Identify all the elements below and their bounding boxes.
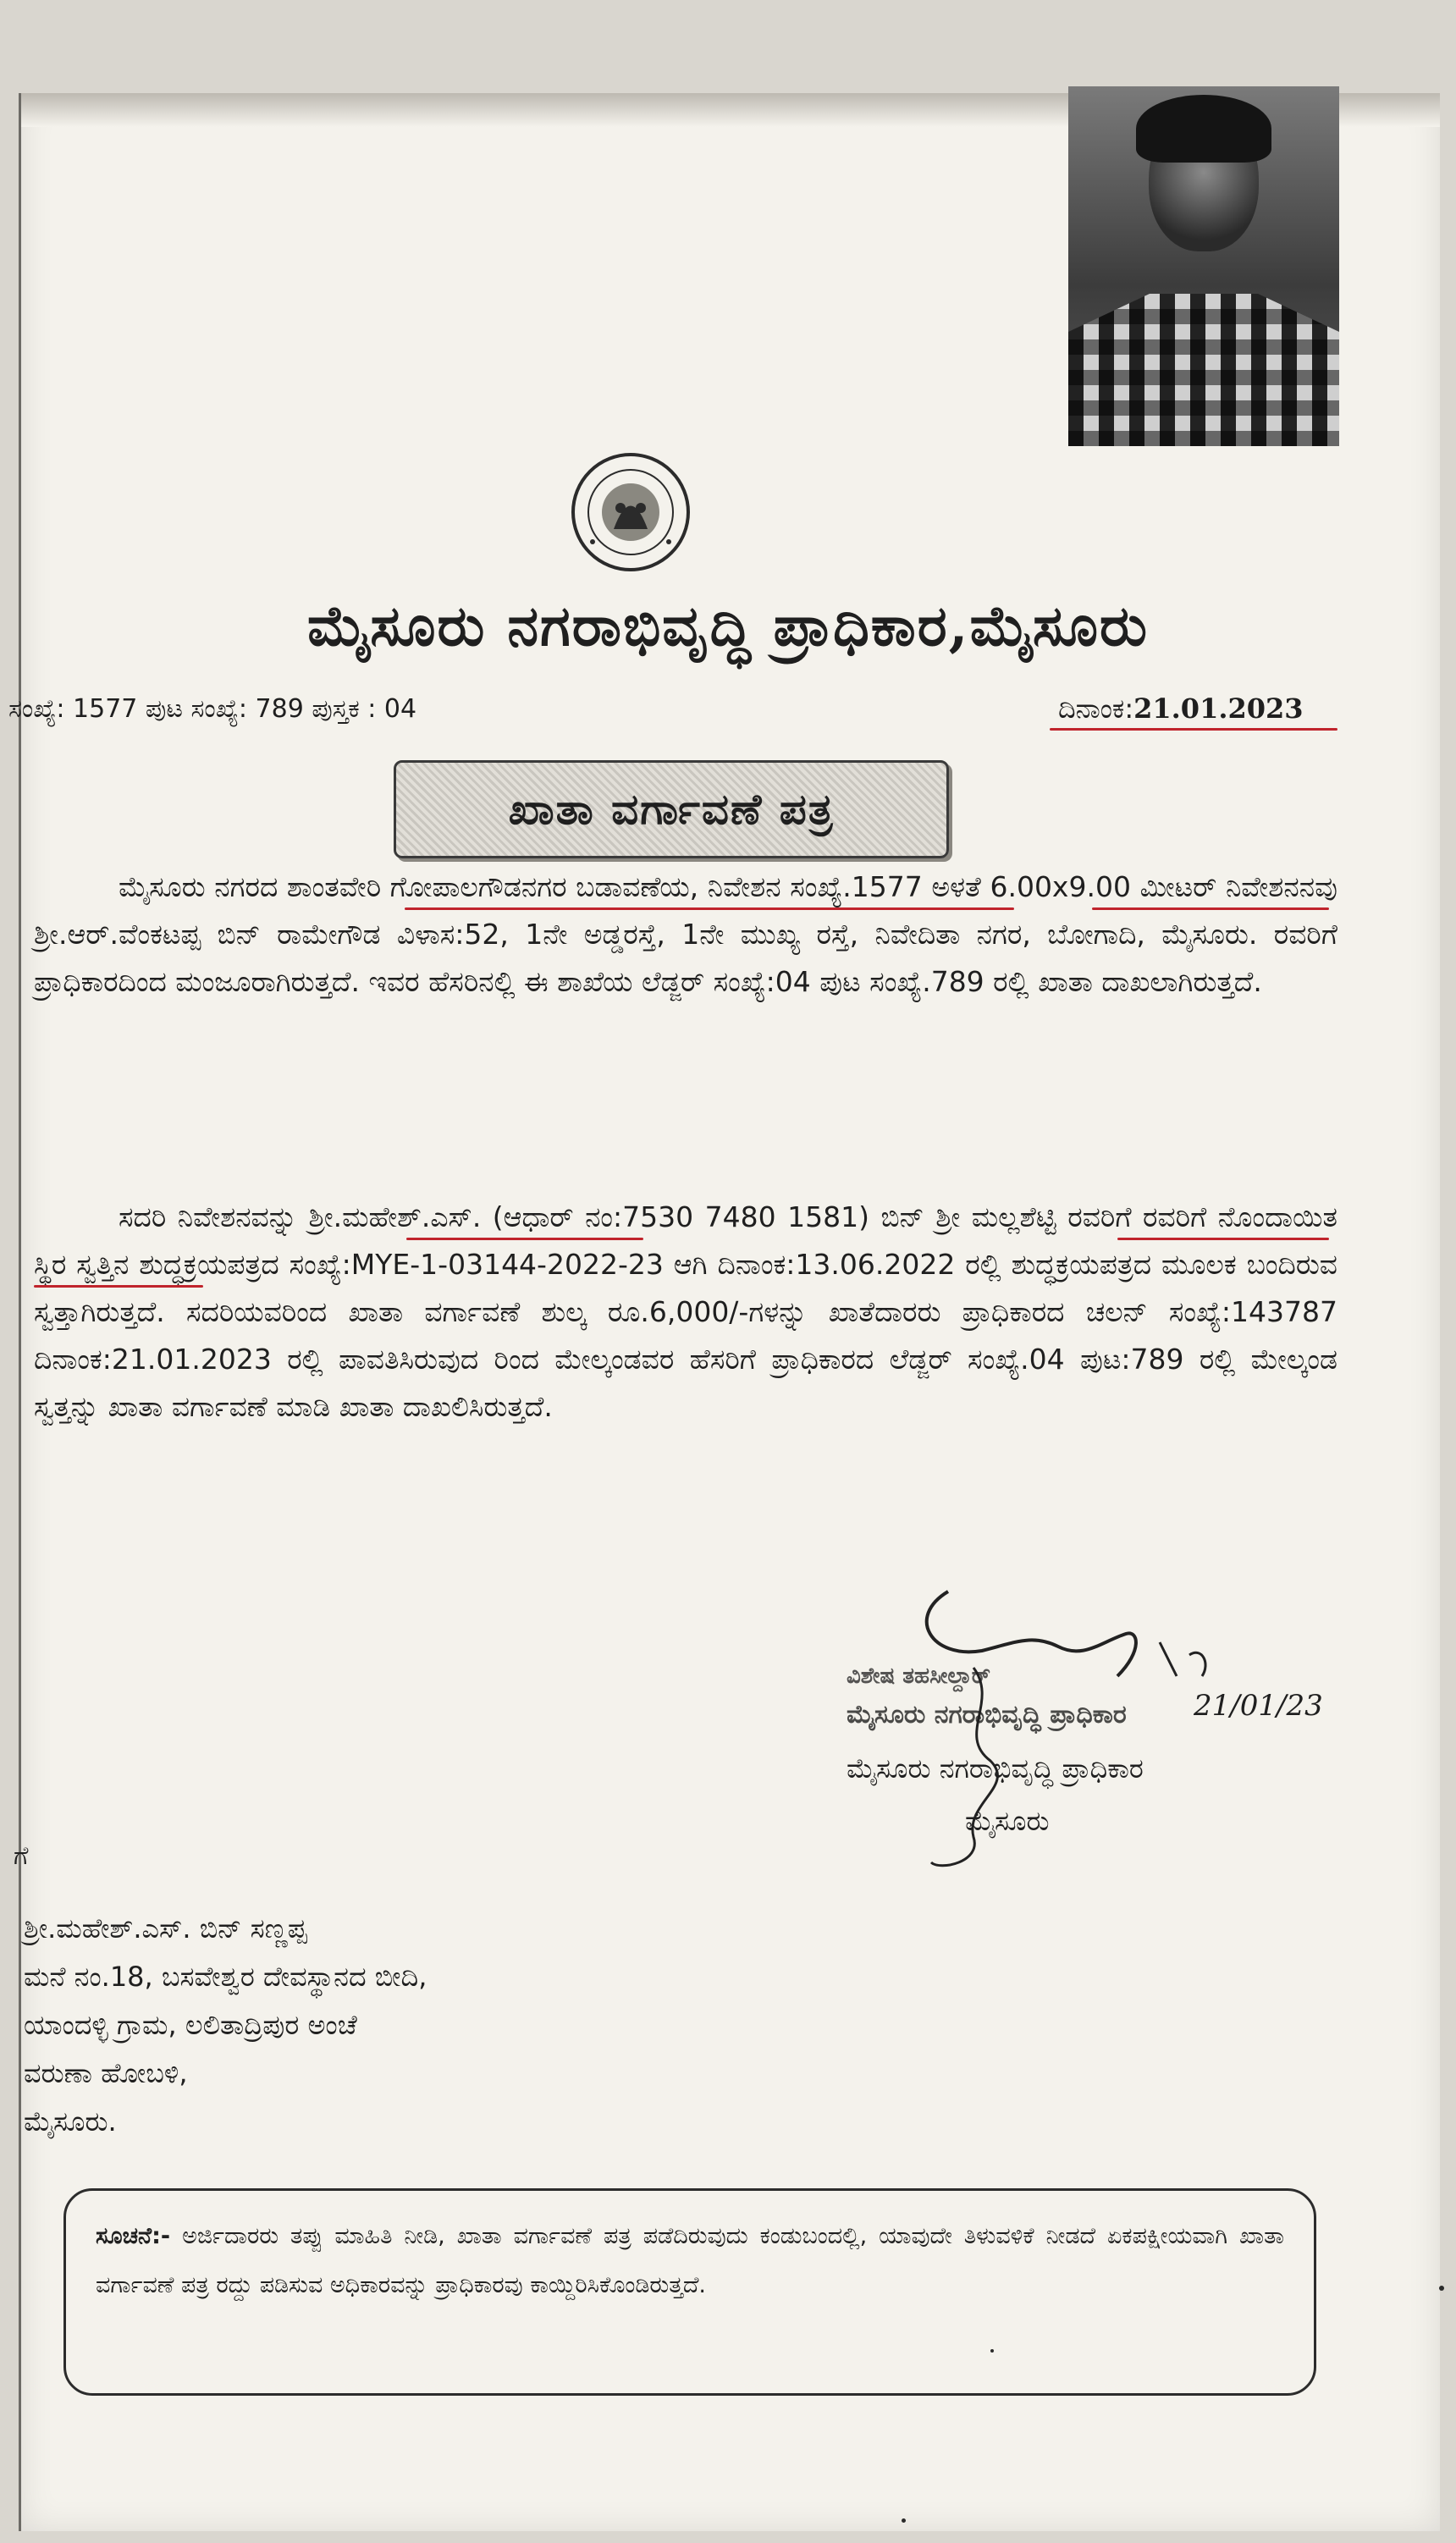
notice-label: ಸೂಚನೆ:- (96, 2223, 171, 2249)
recipient-line: ಮನೆ ನಂ.18, ಬಸವೇಶ್ವರ ದೇವಸ್ಥಾನದ ಬೀದಿ, (24, 1961, 427, 1993)
location-underline (405, 907, 1014, 910)
photo-shirt (1068, 294, 1339, 446)
subject-box (394, 760, 949, 858)
issue-date (1058, 692, 1304, 725)
applicant-photo (1068, 86, 1339, 446)
father-name-underline (1117, 1238, 1329, 1240)
scan-speck (902, 2518, 906, 2523)
scan-speck (990, 2349, 994, 2353)
addressee-label: ಗೆ (14, 1841, 29, 1871)
recipient-line: ಯಾಂದಳ್ಳಿ ಗ್ರಾಮ, ಲಲಿತಾದ್ರಿಪುರ ಅಂಚೆ (24, 2009, 357, 2041)
reference-numbers: ಸಂಖ್ಯೆ: 1577 ಪುಟ ಸಂಖ್ಯೆ: 789 ಪುಸ್ತಕ : 04 (8, 694, 417, 724)
issue-date-label: ದಿನಾಂಕ: (1058, 692, 1134, 725)
issue-date-value: 21.01.2023 (1133, 692, 1304, 725)
body-paragraph-1: ಮೈಸೂರು ನಗರದ ಶಾಂತವೇರಿ ಗೋಪಾಲಗೌಡನಗರ ಬಡಾವಣೆಯ, ನಿವೇಶನ ಸಂಖ್ಯೆ.1577 ಅಳತೆ 6.00x9.00 ಮೀಟರ್ ನಿವೇಶನನವು ಶ್ರೀ.ಆರ್.ವೆಂಕಟಪ್ಪ ಬಿನ್ ರಾಮೇಗೌಡ ವಿಳಾಸ:52, 1ನೇ ಅಡ್ಡರಸ್ತೆ, 1ನೇ ಮುಖ್ಯ ರಸ್ತೆ, ನಿವೇದಿತಾ ನಗರ, ಬೋಗಾದಿ, ಮೈಸೂರು. ರವರಿಗೆ ಪ್ರಾಧಿಕಾರದಿಂದ ಮಂಜೂರಾಗಿರುತ್ತದೆ. ಇವರ ಹೆಸರಿನಲ್ಲಿ ಈ ಶಾಖೆಯ ಲೆಡ್ಜರ್ ಸಂಖ್ಯೆ:04 ಪುಟ ಸಂಖ್ಯೆ.789 ರಲ್ಲಿ ಖಾತಾ ದಾಖಲಾಗಿರುತ್ತದೆ. (34, 870, 1337, 998)
handwritten-signature (804, 1583, 1329, 1888)
buyer-name-underline (406, 1238, 643, 1240)
government-emblem-icon (567, 449, 694, 576)
father-name-underline-2 (34, 1285, 203, 1288)
stamp-designation: ವಿಶೇಷ ತಹಸೀಲ್ದಾರ್ (847, 1663, 990, 1689)
signature-block (804, 1583, 1329, 1888)
signatory-city: ಮೈಸೂರು (965, 1805, 1050, 1837)
date-underline (1050, 728, 1337, 731)
notice-text: ಅರ್ಜಿದಾರರು ತಪ್ಪು ಮಾಹಿತಿ ನೀಡಿ, ಖಾತಾ ವರ್ಗಾವಣೆ ಪತ್ರ ಪಡೆದಿರುವುದು ಕಂಡುಬಂದಲ್ಲಿ, ಯಾವುದೇ ತಿಳುವಳಿಕೆ ನೀಡದೆ ಏಕಪಕ್ಷೀಯವಾಗಿ ಖಾತಾ ವರ್ಗಾವಣೆ ಪತ್ರ ರದ್ದು ಪಡಿಸುವ ಅಧಿಕಾರವನ್ನು ಪ್ರಾಧಿಕಾರವು ಕಾಯ್ದಿರಿಸಿಕೊಂಡಿರುತ್ತದೆ. (96, 2223, 1284, 2298)
recipient-line: ಶ್ರೀ.ಮಹೇಶ್.ಎಸ್. ಬಿನ್ ಸಣ್ಣಪ್ಪ (24, 1912, 307, 1944)
site-number-underline (1092, 907, 1329, 910)
scan-speck (1439, 2286, 1444, 2291)
notice-box (63, 2188, 1316, 2396)
stamp-organization: ಮೈಸೂರು ನಗರಾಭಿವೃದ್ಧಿ ಪ್ರಾಧಿಕಾರ (847, 1700, 1127, 1729)
recipient-line: ಮೈಸೂರು. (24, 2105, 117, 2138)
photo-hair (1136, 95, 1271, 163)
signatory-organization: ಮೈಸೂರು ನಗರಾಭಿವೃದ್ಧಿ ಪ್ರಾಧಿಕಾರ (847, 1752, 1144, 1785)
recipient-address (24, 1905, 427, 2146)
body-paragraph-2: ಸದರಿ ನಿವೇಶನವನ್ನು ಶ್ರೀ.ಮಹೇಶ್.ಎಸ್. (ಆಧಾರ್ ನಂ:7530 7480 1581) ಬಿನ್ ಶ್ರೀ ಮಲ್ಲಶೆಟ್ಟಿ ರವರಿಗೆ ರವರಿಗೆ ನೊಂದಾಯಿತ ಸ್ಥಿರ ಸ್ವತ್ತಿನ ಶುದ್ಧಕ್ರಯಪತ್ರದ ಸಂಖ್ಯೆ:MYE-1-03144-2022-23 ಆಗಿ ದಿನಾಂಕ:13.06.2022 ರಲ್ಲಿ ಶುದ್ಧಕ್ರಯಪತ್ರದ ಮೂಲಕ ಬಂದಿರುವ ಸ್ವತ್ತಾಗಿರುತ್ತದೆ. ಸದರಿಯವರಿಂದ ಖಾತಾ ವರ್ಗಾವಣೆ ಶುಲ್ಕ ರೂ.6,000/-ಗಳನ್ನು ಖಾತೆದಾರರು ಪ್ರಾಧಿಕಾರದ ಚಲನ್ ಸಂಖ್ಯೆ:143787 ದಿನಾಂಕ:21.01.2023 ರಲ್ಲಿ ಪಾವತಿಸಿರುವುದ ರಿಂದ ಮೇಲ್ಕಂಡವರ ಹೆಸರಿಗೆ ಪ್ರಾಧಿಕಾರದ ಲೆಡ್ಜರ್ ಸಂಖ್ಯೆ.04 ಪುಟ:789 ರಲ್ಲಿ ಮೇಲ್ಕಂಡ ಸ್ವತ್ತನ್ನು ಖಾತಾ ವರ್ಗಾವಣೆ ಮಾಡಿ ಖಾತಾ ದಾಖಲಿಸಿರುತ್ತದೆ. (34, 1200, 1337, 1423)
subject-title: ಖಾತಾ ವರ್ಗಾವಣೆ ಪತ್ರ (508, 784, 835, 834)
handwritten-date: 21/01/23 (1194, 1689, 1323, 1723)
recipient-line: ವರುಣಾ ಹೋಬಳಿ, (24, 2057, 188, 2089)
authority-title: ಮೈಸೂರು ನಗರಾಭಿವೃದ್ಧಿ ಪ್ರಾಧಿಕಾರ,ಮೈಸೂರು (307, 593, 1149, 659)
